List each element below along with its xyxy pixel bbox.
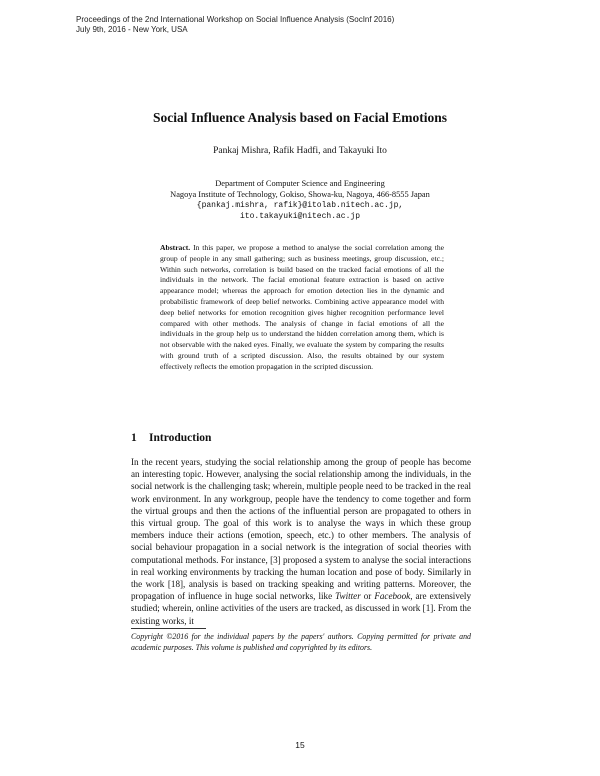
intro-or: or	[360, 591, 375, 602]
footnote-rule	[131, 628, 206, 629]
abstract	[160, 243, 444, 373]
abstract-text: In this paper, we propose a method to analyse the social correlation among the group of people in any small gathering; such as business meetings, group discussion, etc.; Within such networks, correlation is build based on the tracked facial emotions of all the individuals in the network. The facial emotional feature extraction is based on active appearance model; whereas the approach for emotion detection lies in the dynamic and probabilistic framework of deep belief networks. Combining active appearance model with deep belief networks for emotion recognition gives higher recognition performance level compared with other methods. The analysis of change in facial emotions of all the individuals in the group help us to understand the hidden correlation among them, which is not observable with the naked eyes. Finally, we evaluate the system by comparing the results with ground truth of a scripted discussion. Also, the results obtained by our system effectively reflects the emotion propagation in the scripted discussion.	[160, 243, 444, 371]
section-title: Introduction	[149, 432, 212, 444]
affiliation-department: Department of Computer Science and Engineering	[215, 179, 385, 188]
author-emails-line2: ito.takayuki@nitech.ac.jp	[239, 212, 361, 221]
page-number: 15	[295, 740, 305, 750]
copyright-symbol: ©	[166, 632, 173, 641]
section-heading	[131, 432, 211, 444]
intro-text-part1: In the recent years, studying the social relationship among the group of people has become an interesting topic. However, analysing the social relationship among the individuals, in the social network is the challenging task; wherein, multiple people need to be tracked in the real work environment. In any workgroup, people have the tendency to come together and form the virtual groups and then the actions of the influential person are propagated to others in this virtual group. The goal of this work is to analyse the ways in which these group members induce their actions (emotion, speech, etc.) to other members. The analysis of social behaviour propagation in a social network is the integration of social theories with computational methods. For instance, [3] proposed a system to analyse the social interactions in real working environments by tracking the human location and pose of body. Similarly in the work [18], analysis is based on tracking speaking and writing patterns. Moreover, the propagation of influence in huge social networks, like	[131, 457, 471, 602]
copyright-text: 2016 for the individual papers by the papers' authors. Copying permitted for private and academic purposes. This volume is published and copyrighted by its editors.	[131, 632, 471, 652]
abstract-label: Abstract.	[160, 243, 191, 252]
affiliation-institute: Nagoya Institute of Technology, Gokiso, Showa-ku, Nagoya, 466-8555 Japan	[170, 190, 430, 199]
twitter-term: Twitter	[335, 591, 361, 602]
author-emails-line1: {pankaj.mishra, rafik}@itolab.nitech.ac.jp,	[196, 201, 404, 210]
facebook-term: Facebook	[374, 591, 411, 602]
proceedings-header	[76, 15, 394, 35]
proceedings-date: July 9th, 2016 - New York, USA	[76, 25, 188, 34]
section-number: 1	[131, 432, 137, 444]
copyright-notice	[131, 631, 471, 653]
introduction-paragraph	[131, 456, 471, 627]
paper-authors: Pankaj Mishra, Rafik Hadfi, and Takayuki Ito	[213, 146, 387, 156]
copyright-prefix: Copyright	[131, 632, 167, 641]
affiliation-block	[0, 178, 600, 222]
paper-title: Social Influence Analysis based on Facial Emotions	[152, 110, 448, 125]
intro-text-part2: , are extensively studied; wherein, online activities of the users are tracked, as discussed in work [1]. From the existing works, it	[131, 591, 471, 626]
proceedings-title: Proceedings of the 2nd International Workshop on Social Influence Analysis (SocInf 2016)	[76, 15, 395, 24]
